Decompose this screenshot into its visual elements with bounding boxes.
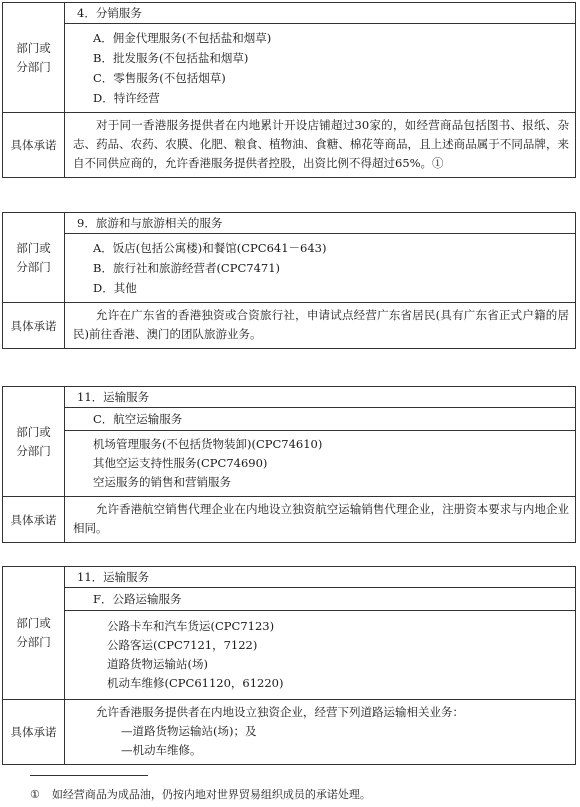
list-item: 道路货物运输站(场)	[107, 657, 208, 671]
footnote-text: 如经营商品为成品油，仍按内地对世界贸易组织成员的承诺处理。	[51, 788, 371, 801]
sector-label-line1: 部门或	[16, 616, 51, 630]
list-item: 机场管理服务(不包括货物装卸)(CPC74610)	[93, 437, 323, 451]
commitment-table-air-transport	[2, 386, 576, 543]
subsection-header: F．公路运输服务	[65, 588, 576, 611]
list-item: 公路卡车和汽车货运(CPC7123)	[107, 619, 275, 633]
sector-label-line2: 分部门	[16, 59, 51, 74]
footnote	[30, 786, 371, 802]
commitment-label: 具体承诺	[3, 497, 65, 543]
sector-label-line1: 部门或	[16, 40, 51, 55]
list-item: 其他空运支持性服务(CPC74690)	[93, 456, 268, 470]
commitment-paragraph: 对于同一香港服务提供者在内地累计开设店铺超过30家的，如经营商品包括图书、报纸、杂志、药品、农药、农膜、化肥、粮食、植物油、食糖、棉花等商品，且上述商品属于不同品牌，来自不同供应商的，允许香港服务提供者控股，出资比例不得超过65%。①	[73, 118, 569, 170]
list-item: 公路客运(CPC7121，7122)	[107, 638, 258, 652]
list-item: B．旅行社和旅游经营者(CPC7471)	[93, 261, 281, 275]
list-item: D．特许经营	[93, 91, 160, 105]
sector-label	[3, 567, 65, 700]
footnote-divider	[30, 775, 148, 776]
commitment-text	[65, 113, 576, 178]
sector-label	[3, 213, 65, 303]
commitment-table-distribution	[2, 2, 576, 178]
sector-label-line1: 部门或	[16, 240, 51, 255]
sub-sector-list	[65, 431, 576, 497]
commitment-label: 具体承诺	[3, 303, 65, 349]
commitment-label: 具体承诺	[3, 700, 65, 765]
sector-label-line1: 部门或	[16, 424, 51, 439]
list-item: A．佣金代理服务(不包括盐和烟草)	[93, 31, 272, 45]
sector-label	[3, 3, 65, 113]
commitment-list-item: —机动车维修。	[121, 743, 202, 757]
list-item: 机动车维修(CPC61120，61220)	[107, 676, 284, 690]
commitment-paragraph: 允许香港航空销售代理企业在内地设立独资航空运输销售代理企业，注册资本要求与内地企业相同。	[73, 502, 569, 535]
sector-label	[3, 387, 65, 497]
commitment-text	[65, 303, 576, 349]
sector-label-line2: 分部门	[16, 635, 51, 649]
footnote-mark: ①	[30, 788, 40, 801]
commitment-table-road-transport	[2, 566, 576, 765]
list-item: A．饭店(包括公寓楼)和餐馆(CPC641－643)	[93, 241, 327, 255]
sector-label-line2: 分部门	[16, 259, 51, 274]
section-header: 11．运输服务	[65, 567, 576, 588]
commitment-text	[65, 700, 576, 765]
list-item: B．批发服务(不包括盐和烟草)	[93, 51, 249, 65]
commitment-list-item: —道路货物运输站(场)；及	[121, 724, 257, 738]
commitment-table-tourism	[2, 212, 576, 349]
sub-sector-list	[65, 611, 576, 700]
commitment-paragraph: 允许香港服务提供者在内地设立独资企业，经营下列道路运输相关业务：	[96, 705, 464, 719]
commitment-label: 具体承诺	[3, 113, 65, 178]
list-item: 空运服务的销售和营销服务	[93, 475, 231, 489]
list-item: C．零售服务(不包括烟草)	[93, 71, 226, 85]
list-item: D．其他	[93, 281, 137, 295]
section-header: 9．旅游和与旅游相关的服务	[65, 213, 576, 234]
subsection-header: C．航空运输服务	[65, 408, 576, 431]
section-header: 11．运输服务	[65, 387, 576, 408]
sector-label-line2: 分部门	[16, 443, 51, 458]
commitment-text	[65, 497, 576, 543]
sub-sector-list	[65, 24, 576, 113]
commitment-paragraph: 允许在广东省的香港独资或合资旅行社，申请试点经营广东省居民(具有广东省正式户籍的居民)前往香港、澳门的团队旅游业务。	[73, 308, 569, 341]
sub-sector-list	[65, 234, 576, 303]
section-header: 4．分销服务	[65, 3, 576, 24]
